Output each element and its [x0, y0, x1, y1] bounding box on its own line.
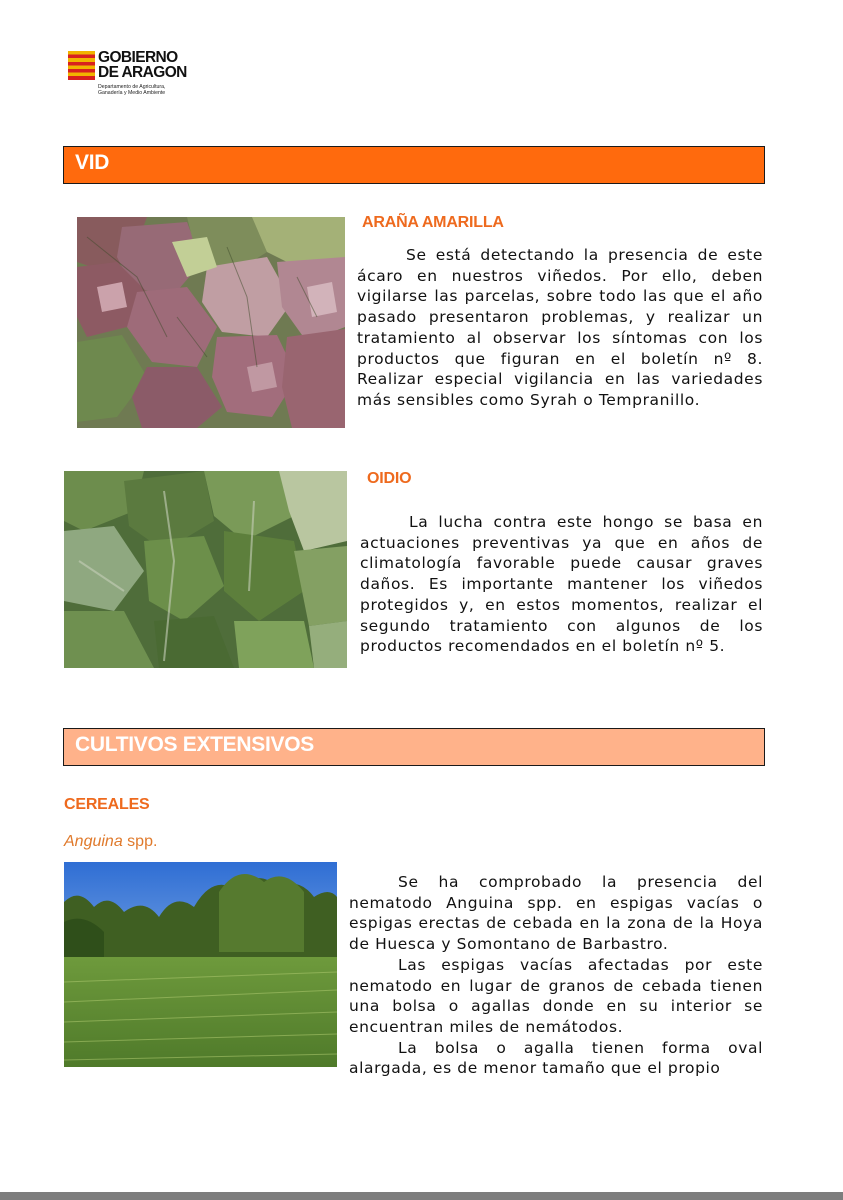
logo-subtitle-1: Departamento de Agricultura,	[98, 84, 166, 90]
oidio-text: La lucha contra este hongo se basa en actuaciones preventivas ya que en años de climatología favorable puede causar graves daños. Es importante mantener los viñedos protegidos y, en estos momentos, realizar el segundo tratamiento con algunos de los productos recomendados en el boletín nº 5.	[360, 513, 763, 656]
logo-line1: GOBIERNO	[98, 49, 178, 66]
cereales-paragraph-3: La bolsa o agalla tienen forma oval alargada, es de menor tamaño que el propio	[349, 1038, 763, 1078]
section-header-cultivos-extensivos	[63, 728, 765, 766]
section-title-vid: VID	[75, 151, 110, 174]
section-header-vid	[63, 146, 765, 184]
grape-vine-oidium-photo	[64, 471, 347, 668]
logo-subtitle-2: Ganadería y Medio Ambiente	[98, 90, 166, 96]
species-name-rest: spp.	[122, 833, 158, 850]
species-name-italic: Anguina	[64, 833, 123, 850]
cereales-paragraph-2: Las espigas vacías afectadas por este nematodo en lugar de granos de cebada tienen una bolsa o agallas donde en su interior se encuentran miles de nemátodos.	[349, 955, 763, 1036]
logo-line2: DE ARAGON	[98, 64, 187, 81]
footer-bar	[0, 1192, 843, 1200]
aragon-flag-icon	[68, 51, 95, 80]
grape-leaves-red-mite-photo	[77, 217, 345, 428]
gobierno-aragon-logo	[66, 46, 206, 102]
cereales-text-block	[349, 872, 763, 1079]
arana-text: Se está detectando la presencia de este ácaro en nuestros viñedos. Por ello, deben vigilarse las parcelas, sobre todo las que el año pasado presentaron problemas, y realizar un tratamiento al observar los síntomas con los productos que figuran en el boletín nº 8. Realizar especial vigilancia en las variedades más sensibles como Syrah o Tempranillo.	[357, 246, 763, 409]
cereales-paragraph-1: Se ha comprobado la presencia del nematodo Anguina spp. en espigas vacías o espigas erectas de cebada en la zona de la Hoya de Huesca y Somontano de Barbastro.	[349, 873, 763, 954]
section-title-cultivos: CULTIVOS EXTENSIVOS	[75, 733, 314, 756]
species-name	[64, 833, 157, 851]
barley-field-photo	[64, 862, 337, 1067]
arana-amarilla-paragraph	[357, 245, 763, 411]
heading-arana-amarilla: ARAÑA AMARILLA	[362, 214, 504, 231]
heading-oidio: OIDIO	[367, 470, 412, 487]
oidio-paragraph	[360, 512, 763, 657]
heading-cereales: CEREALES	[64, 796, 150, 813]
